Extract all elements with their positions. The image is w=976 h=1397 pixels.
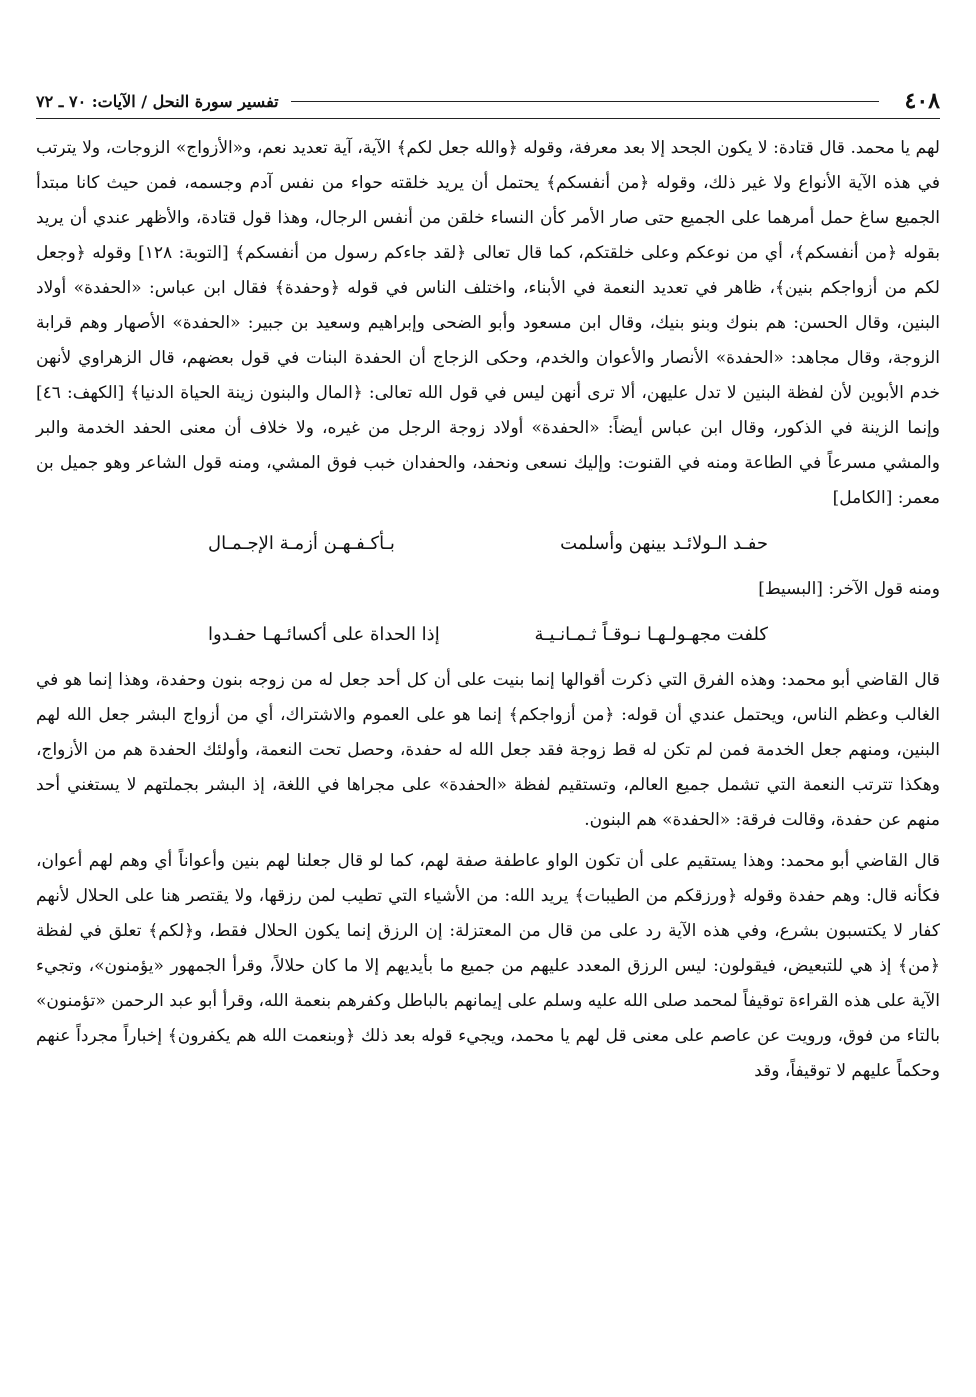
poem-verse-2 xyxy=(208,617,768,653)
page-body xyxy=(36,131,940,1089)
poem-verse-1 xyxy=(208,526,768,562)
book-page xyxy=(36,84,940,1384)
verse-2-second-hemistich: إذا الحداة على أكسائـهـا حفـدوا xyxy=(208,624,440,645)
running-title: تفسير سورة النحل / الآيات: ٧٠ ـ ٧٢ xyxy=(36,91,279,111)
paragraph-1: لهم يا محمد. قال قتادة: لا يكون الجحد إلا بعد معرفة، وقوله ﴿والله جعل لكم﴾ الآية، آية تعديد نعم، و«الأزواج» الزوجات، ولا يترتب في هذه الآية الأنواع ولا غير ذلك، وقوله ﴿من أنفسكم﴾ يحتمل أن يريد خلقته حواء من نفس آدم وجسمه، فمن حيث كانا مبتدأ الجميع ساغ حمل أمرهما على الجميع حتى صار الأمر كأن النساء خلقن من أنفس الرجال، وهذا قول قتادة، والأظهر عندي أن يريد بقوله ﴿من أنفسكم﴾، أي من نوعكم وعلى خلقتكم، كما قال تعالى ﴿لقد جاءكم رسول من أنفسكم﴾ [التوبة: ١٢٨] وقوله ﴿وجعل لكم من أزواجكم بنين﴾، ظاهر في تعديد النعمة في الأبناء، واختلف الناس في قوله ﴿وحفدة﴾ فقال ابن عباس: «الحفدة» أولاد البنين، وقال الحسن: هم بنوك وبنو بنيك، وقال ابن مسعود وأبو الضحى وإبراهيم وسعيد بن جبير: «الحفدة» الأصهار وهم قرابة الزوجة، وقال مجاهد: «الحفدة» الأنصار والأعوان والخدم، وحكى الزجاج أن الحفدة البنات في قول بعضهم، قال الزهراوي لأنهن خدم الأبوين لأن لفظة البنين لا تدل عليهن، ألا ترى أنهن ليس في قول الله تعالى: ﴿المال والبنون زينة الحياة الدنيا﴾ [الكهف: ٤٦] وإنما الزينة في الذكور، وقال ابن عباس أيضاً: «الحفدة» أولاد زوجة الرجل من غيره، ولا خلاف أن معنى الحفد الخدمة والبر والمشي مسرعاً في الطاعة ومنه في القنوت: وإليك نسعى ونحفد، والحفدان خبب فوق المشي، ومنه قول الشاعر وهو جميل بن معمر: [الكامل] xyxy=(36,138,940,508)
paragraph-3: قال القاضي أبو محمد: وهذا يستقيم على أن تكون الواو عاطفة صفة لهم، كما لو قال جعلنا لهم بنين وأعواناً أي وهم لهم أعوان، فكأنه قال: وهم حفدة وقوله ﴿ورزقكم من الطيبات﴾ يريد الله: من الأشياء التي تطيب لمن رزقها، ولا يقتصر هنا على الحلال لأنهم كفار لا يكتسبون بشرع، وفي هذه الآية رد على من قال من المعتزلة: إن الرزق إنما يكون الحلال فقط، و﴿لكم﴾ تعلق في لفظة ﴿من﴾ إذ هي للتبعيض، فيقولون: ليس الرزق المعدد عليهم من جميع ما بأيديهم إلا ما كان حلالاً، وقرأ الجمهور «يؤمنون»، وتجيء الآية على هذه القراءة توقيفاً لمحمد صلى الله عليه وسلم على إيمانهم بالباطل وكفرهم بنعمة الله، وقرأ أبو عبد الرحمن «تؤمنون» بالتاء من فوق، ورويت عن عاصم على معنى قل لهم يا محمد، ويجيء قوله بعد ذلك ﴿وبنعمت الله هم يكفرون﴾ إخباراً مجرداً عنهم وحكماً عليهم لا توقيفاً، وقد xyxy=(36,851,940,1081)
verse-2-first-hemistich: كلفت مجهـولـهـا نـوقـاً ثـمـانـيـة xyxy=(534,624,768,645)
page-number: ٤٠٨ xyxy=(904,88,940,114)
verse-1-second-hemistich: بـأكـفـهـن أزمـة الإجـمـال xyxy=(208,533,395,554)
page-header xyxy=(36,84,940,119)
paragraph-2: قال القاضي أبو محمد: وهذه الفرق التي ذكرت أقوالها إنما بنيت على أن كل أحد جعل له من زوجه بنون وحفدة، وهذا إنما هو في الغالب وعظم الناس، ويحتمل عندي أن قوله: ﴿من أزواجكم﴾ إنما هو على العموم والاشتراك، أي من أزواج البشر جعل الله لهم البنين، ومنهم جعل الخدمة فمن لم تكن له قط زوجة فقد جعل الله له حفدة، وحصل تحت النعمة، وأولئك الحفدة هم من الأزواج، وهكذا تترتب النعمة التي تشمل جميع العالم، وتستقيم لفظة «الحفدة» على مجراها في اللغة، إذ البشر بجملتهم لا يستغني أحد منهم عن حفدة، وقالت فرقة: «الحفدة» هم البنون. xyxy=(36,670,940,830)
verse-1-first-hemistich: حفـد الـولائـد بينهن وأسلمت xyxy=(560,533,768,554)
verse-2-intro: ومنه قول الآخر: [البسيط] xyxy=(758,579,940,599)
header-rule xyxy=(291,101,879,102)
